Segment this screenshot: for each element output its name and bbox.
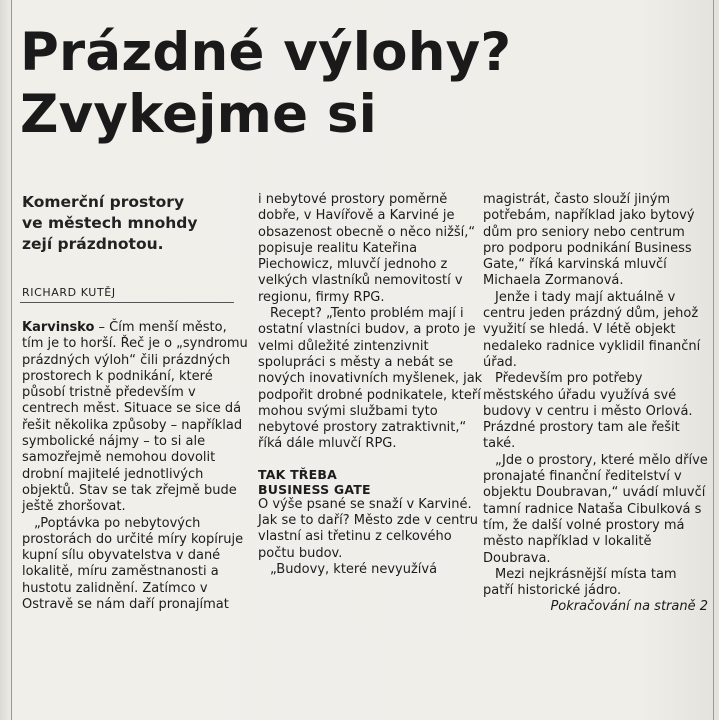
subheading-line-2: BUSINESS GATE	[258, 481, 371, 497]
page-edge-right	[713, 0, 714, 720]
paragraph-7: magistrát, často slouží jiným potřebám, například jako bytový dům pro seniory nebo centrum pro podporu podnikání Business Gate,“ říká karvinská mluvčí Michaela Zormanová.	[483, 192, 695, 289]
page-edge-left	[11, 0, 12, 720]
paragraph-8: Jenže i tady mají aktuálně v centru jeden prázdný dům, jehož využití se hledá. V létě objekt nedaleko radnice vyklidil finanční úřad.	[483, 289, 701, 370]
lead-line-3: zejí prázdnotou.	[22, 235, 164, 253]
paragraph-9: Především pro potřeby městského úřadu využívá své budovy v centru i město Orlová. Prázdné prostory tam ale řešit také.	[483, 371, 693, 452]
paragraph-1-text: – Čím menší město, tím je to horší. Řeč je o „syndromu prázdných výloh“ čili prázdných prostorech k podnikání, které působí tristně především v centrech měst. Situace se sice dá řešit několika způsoby – například symbolické nájmy – to si ale samozřejmě nemohou dovolit drobní majitelé jednotlivých objektů. Stav se tak zřejmě bude ještě zhoršovat.	[22, 320, 248, 515]
article-lead	[22, 192, 252, 255]
lead-line-2: ve městech mnohdy	[22, 214, 198, 232]
paragraph-intro	[22, 320, 248, 516]
headline-line-1: Prázdné výlohy?	[20, 22, 512, 83]
subheading	[258, 467, 488, 497]
paragraph-10: „Jde o prostory, které mělo dříve pronajaté finanční ředitelství v objektu Doubravan,“ uvádí mluvčí tamní radnice Nataša Cibulková s tím, že další volné prostory má město například v lokalitě Doubrava.	[483, 452, 708, 566]
dateline: Karvinsko	[22, 320, 95, 335]
author-byline: RICHARD KUTĚJ	[22, 286, 116, 299]
article-headline	[20, 22, 710, 146]
continuation-note: Pokračování na straně 2	[550, 599, 708, 615]
column-1	[22, 320, 248, 613]
subheading-line-1: TAK TŘEBA	[258, 466, 337, 482]
column-2	[258, 192, 488, 578]
paragraph-2: „Poptávka po nebytových prostorách do určité míry kopíruje kupní sílu obyvatelstva v dané lokalitě, míru zaměstnanosti a hustotu zalidnění. Zatímco v Ostravě se nám daří pronajímat	[22, 515, 244, 613]
paragraph-11: Mezi nejkrásnější místa tam patří historické jádro.	[483, 566, 677, 599]
lead-line-1: Komerční prostory	[22, 193, 185, 211]
paragraph-3: i nebytové prostory poměrně dobře, v Havířově a Karviné je obsazenost obecně o něco nižší,“ popisuje realitu Kateřina Piechowicz, mluvčí jednoho z velkých vlastníků nemovitostí v regionu, firmy RPG.	[258, 192, 476, 305]
headline-line-2: Zvykejme si	[20, 84, 377, 145]
paragraph-4: Recept? „Tento problém mají i ostatní vlastníci budov, a proto je velmi důležité zintenzivnit spolupráci s městy a nebát se nových inovativních myšlenek, jak podpořit drobné podnikatele, kteří mohou svými službami tyto nebytové prostory zatraktivnit,“ říká dále mluvčí RPG.	[258, 306, 483, 452]
column-3	[483, 192, 708, 616]
paragraph-6: „Budovy, které nevyužívá	[270, 561, 438, 577]
paragraph-5: O výše psané se snaží v Karviné. Jak se to daří? Město zde v centru vlastní asi třetinu z celkového počtu budov.	[258, 496, 479, 561]
byline-rule	[20, 302, 234, 303]
